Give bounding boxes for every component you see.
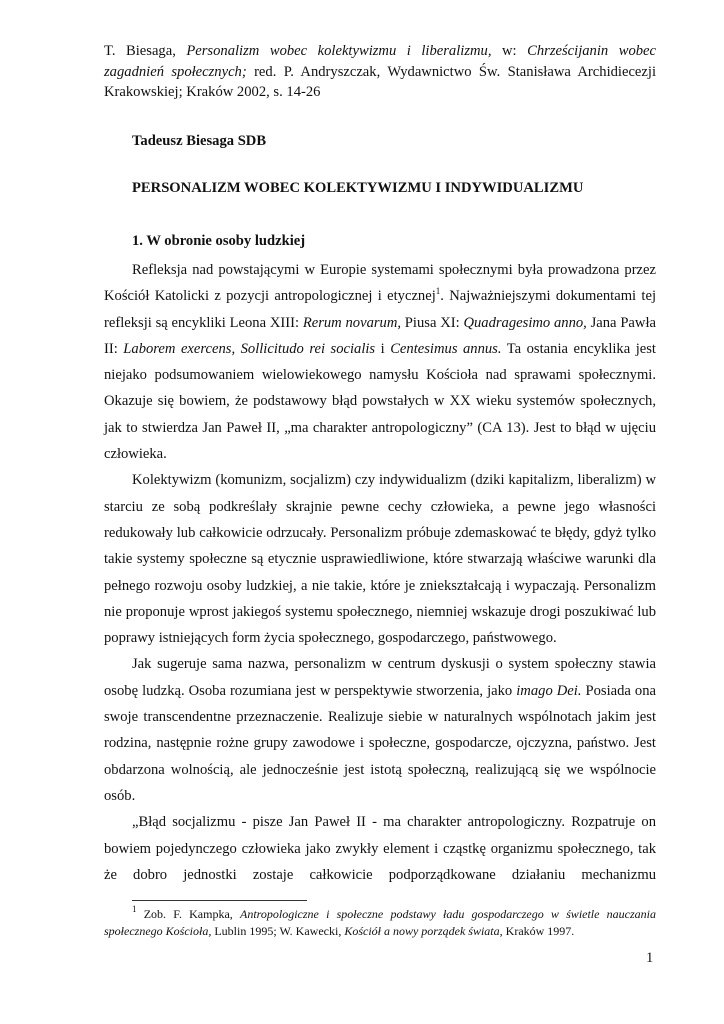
paragraph-4: „Błąd socjalizmu - pisze Jan Paweł II - ma charakter antropologiczny. Rozpatruje on bowiem pojedynczego człowieka jako zwykły element i cząstkę organizmu społecznego, tak że dobro jednostki zostaje całkowicie podporządkowane działaniu mechanizmu	[104, 814, 656, 883]
citation-in-label: w:	[491, 43, 528, 59]
author-line: Tadeusz Biesaga SDB	[132, 133, 267, 149]
footnote-number: 1	[132, 904, 137, 914]
paragraph-3	[104, 651, 656, 809]
paragraph-2: Kolektywizm (komunizm, socjalizm) czy indywidualizm (dziki kapitalizm, liberalizm) w starciu ze sobą podkreślały skrajnie pewne cechy człowieka, a pewne jego własności redukowały lub całkowicie odrzucały. Personalizm próbuje zdemaskować te błędy, gdyż tylko takie systemy społeczne są etycznie usprawiedliwione, które stwarzają właściwe warunki dla pełnego rozwoju osoby ludzkiej, a nie takie, które je zniekształcają i wypaczają. Personalizm nie proponuje wprost jakiegoś systemu społecznego, niemniej wskazuje drogi poszukiwać lub poprawy istniejących form życia społecznego, gospodarczego, państwowego.	[104, 472, 656, 647]
encyclical-title: Centesimus annus.	[390, 340, 502, 357]
section-heading: 1. W obronie osoby ludzkiej	[132, 233, 306, 249]
paragraph-1-text: . Najważniejszymi dokumentami tej refleksji są encykliki Leona XIII:	[104, 288, 657, 331]
paragraph-1-text: Refleksja nad powstającymi w Europie systemami społecznymi była prowadzona przez Kościół Katolicki z pozycji antropologicznej i etycznej	[104, 262, 656, 305]
paragraph-1-text: Piusa XI:	[401, 314, 464, 331]
encyclical-title: Quadragesimo anno,	[463, 314, 587, 331]
citation-book: Chrześcijanin wobec zagadnień społecznych;	[104, 43, 657, 80]
citation-publication-details: red. P. Andryszczak, Wydawnictwo Św. Stanisława Archidiecezji Krakowskiej; Kraków 2002, s. 14-26	[104, 63, 656, 100]
footnote-text: Kraków 1997.	[502, 924, 575, 938]
paragraph-3-text: Jak sugeruje sama nazwa, personalizm w centrum dyskusji o system społeczny stawia osobę ludzką. Osoba rozumiana jest w perspektywie stworzenia, jako	[104, 656, 656, 699]
paragraph-3-text: Posiada ona swoje transcendentne przeznaczenie. Realizuje siebie w naturalnych wspólnotach jakim jest rodzina, następnie rożne grupy zawodowe i społeczne, gospodarcze, ojczyzna, państwo. Jest obdarzona wolnością, ale jednocześnie jest istotą społeczną, realizującą się we wspólnocie osób.	[104, 682, 656, 804]
encyclical-title: Laborem exercens, Sollicitudo rei socialis	[123, 340, 376, 357]
latin-phrase: imago Dei.	[516, 682, 582, 699]
footnote	[104, 906, 656, 940]
footnote-text: Lublin 1995; W. Kawecki,	[211, 924, 345, 938]
citation-author: T. Biesaga,	[104, 43, 187, 59]
bibliographic-citation	[104, 41, 656, 103]
article-title: PERSONALIZM WOBEC KOLEKTYWIZMU I INDYWIDUALIZMU	[132, 180, 584, 196]
page-number: 1	[646, 950, 654, 966]
paragraph-1-text: Jana Pawła II:	[104, 314, 656, 357]
body-text	[104, 257, 656, 888]
paragraph-1-text: Ta ostania encyklika jest niejako podsumowaniem wielowiekowego namysłu Kościoła nad sprawami społecznymi. Okazuje się bowiem, że podstawowy błąd powstałych w XX wieku systemów społecznych, jak to stwierdza Jan Paweł II, „ma charakter antropologiczny” (CA 13). Jest to błąd w ujęciu człowieka.	[104, 340, 656, 463]
footnote-text: Zob. F. Kampka,	[136, 907, 240, 921]
footnote-book-title: Kościół a nowy porządek świata,	[344, 924, 503, 938]
footnote-reference[interactable]: 1	[435, 286, 441, 297]
footnote-separator	[132, 900, 307, 901]
encyclical-title: Rerum novarum,	[302, 314, 402, 331]
citation-title: Personalizm wobec kolektywizmu i liberalizmu,	[186, 43, 492, 59]
footnote-book-title: Antropologiczne i społeczne podstawy ładu gospodarczego w świetle nauczania społecznego Kościoła,	[104, 907, 656, 938]
paragraph-1	[104, 257, 656, 467]
paragraph-1-text: i	[375, 340, 391, 357]
